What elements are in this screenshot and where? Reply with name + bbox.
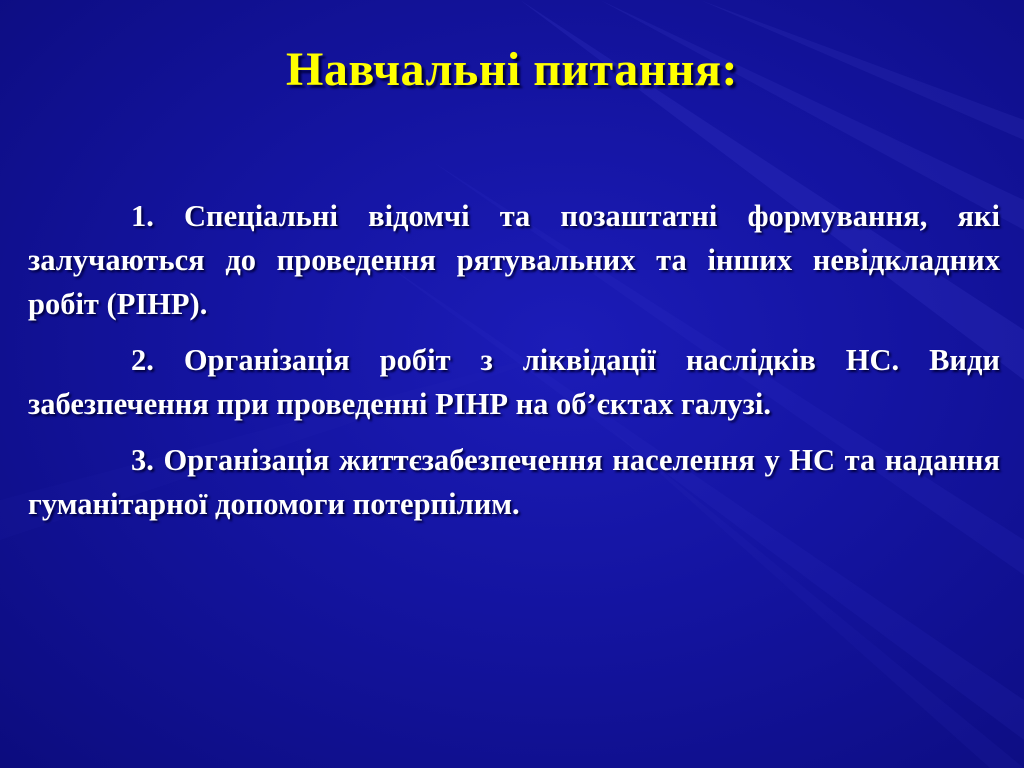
slide-content	[28, 194, 1000, 538]
slide-title: Навчальні питання:	[286, 43, 738, 96]
list-item-2: 2. Організація робіт з ліквідації наслідків НС. Види забезпечення при проведенні РІНР на об’єктах галузі.	[28, 343, 1000, 421]
list-item-3: 3. Організація життєзабезпечення населення у НС та надання гуманітарної допомоги потерпілим.	[28, 443, 1000, 521]
list-item-1: 1. Спеціальні відомчі та позаштатні формування, які залучаються до проведення рятувальних та інших невідкладних робіт (РІНР).	[28, 199, 1000, 321]
